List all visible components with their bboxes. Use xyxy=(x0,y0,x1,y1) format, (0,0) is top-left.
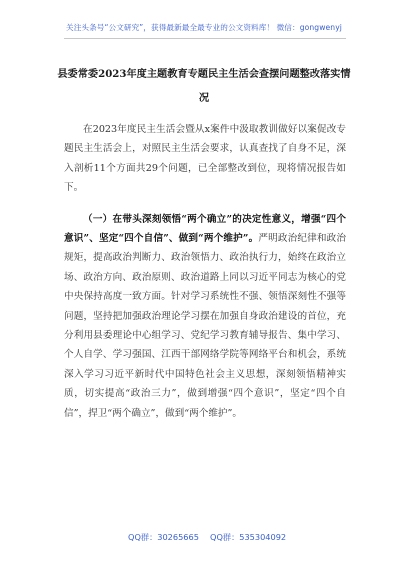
footer-qq-group-2: QQ群：535304092 xyxy=(210,532,287,542)
section-1-text: 严明政治纪律和政治规矩，提高政治判断力、政治领悟力、政治执行力，始终在政治立场、政治方向、政治原则、政治道路上同以习近平同志为核心的党中央保持高度一致方面。针对学习系统性不强、领悟深刻性不强等问题，坚持把加强政治理论学习摆在加强自身政治建设的首位，充分利用县委理论中心组学习、党纪学习教育辅导报告、集中学习、个人自学、学习强国、江西干部网络学院等网络平台和机会，系统深入学习习近平新时代中国特色社会主义思想，深刻领悟精神实质，切实提高“政治三力”，做到增强“四个意识”，坚定“四个自信”，捍卫“两个确立”，做到“两个维护”。 xyxy=(64,233,347,419)
section-1-paragraph xyxy=(64,210,346,423)
section-1-lead: （一）在带头深刻领悟“两个确立”的决定性意义，增强“四个意识”、坚定“四个自信”、做到“两个维护”。 xyxy=(64,213,346,245)
document-title: 县委常委2023年度主题教育专题民主生活会查摆问题整改落实情况 xyxy=(57,68,351,104)
intro-paragraph: 在2023年度民主生活会暨从x案件中汲取教训做好以案促改专题民主生活会上，对照民主生活会要求，认真查找了自身不足，深入剖析11个方面共29个问题，已全部整改到位，现将情况报告如下。 xyxy=(64,124,346,194)
header-promo-text: 关注头条号“公文研究”，获得最新最全最专业的公文资料库！ 微信：gongwenyj xyxy=(66,23,342,32)
document-body xyxy=(64,120,346,423)
header-divider xyxy=(64,38,346,39)
footer-qq-group-1: QQ群：30265665 xyxy=(128,532,199,542)
